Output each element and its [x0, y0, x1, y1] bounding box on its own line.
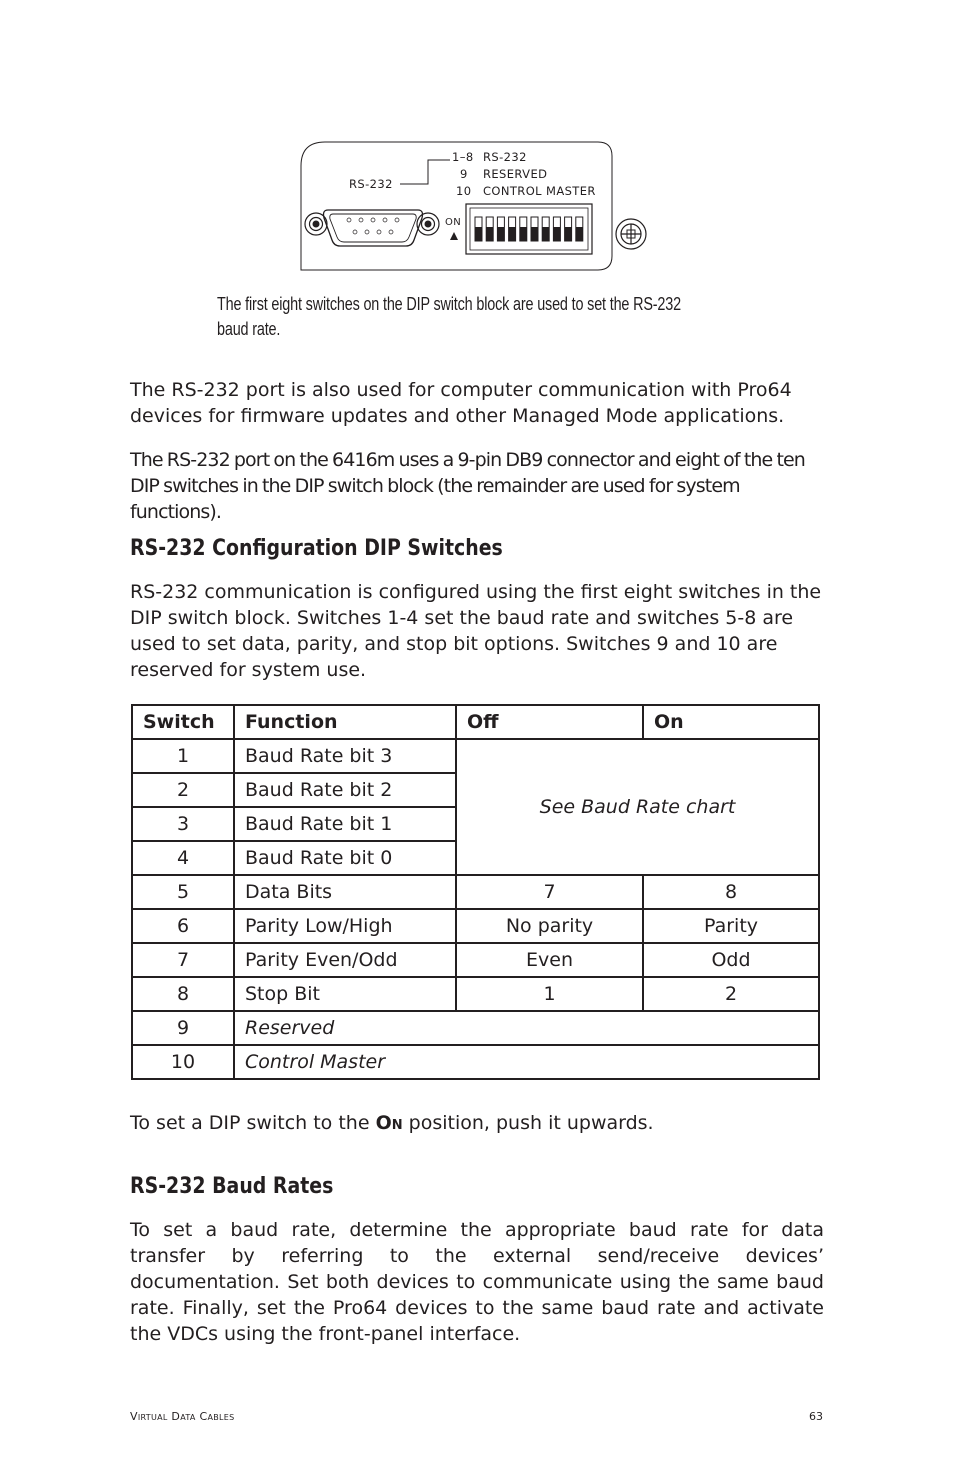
- function-cell: Parity Low/High: [234, 909, 456, 943]
- dip-switch-block-icon: [466, 204, 592, 254]
- switch-cell: 10: [132, 1045, 234, 1079]
- dip-switch-lever: [497, 227, 504, 241]
- table-row: [132, 1011, 819, 1045]
- off-cell: No parity: [456, 909, 643, 943]
- intro-paragraph-2: The RS-232 port on the 6416m uses a 9-pin DB9 connector and eight of the ten DIP switches in the DIP switch block (the remainder are used for system functions).: [130, 449, 805, 523]
- baud-note-cell: See Baud Rate chart: [456, 739, 819, 875]
- legend-label-2: RESERVED: [483, 167, 548, 181]
- dip-switch-lever: [509, 227, 516, 241]
- table-row: [132, 943, 819, 977]
- section-heading-dip: RS-232 Configuration DIP Switches: [130, 536, 503, 561]
- on-cell: 2: [643, 977, 819, 1011]
- dip-switch-table: [131, 704, 820, 1080]
- header-function: Function: [234, 705, 456, 739]
- dip-switch-lever: [520, 227, 527, 241]
- figure-caption: The first eight switches on the DIP switch block are used to set the RS-232 baud rate.: [217, 294, 681, 339]
- header-off: Off: [456, 705, 643, 739]
- switch-cell: 2: [132, 773, 234, 807]
- db9-connector-icon: [324, 210, 423, 246]
- rs232-panel-drawing: [298, 138, 658, 274]
- function-cell: Parity Even/Odd: [234, 943, 456, 977]
- section-baud-body: To set a baud rate, determine the appropriate baud rate for data transfer by referring to the external send/receive devices’ documentation. Set both devices to communicate using the same baud rate. Finally, set the Pro64 devices to the same baud rate and activate the VDCs using the front-panel interface.: [130, 1219, 824, 1345]
- function-cell: Baud Rate bit 1: [234, 807, 456, 841]
- legend-label-3: CONTROL MASTER: [483, 184, 596, 198]
- connector-label: RS-232: [349, 177, 393, 191]
- function-cell: Data Bits: [234, 875, 456, 909]
- table-row: [132, 977, 819, 1011]
- table-row: [132, 1045, 819, 1079]
- on-cell: Parity: [643, 909, 819, 943]
- on-cell: Odd: [643, 943, 819, 977]
- legend-num-1: 1–8: [452, 150, 474, 164]
- table-row: [132, 909, 819, 943]
- table-row: [132, 739, 819, 773]
- switch-cell: 7: [132, 943, 234, 977]
- footer-section-title: Virtual Data Cables: [130, 1410, 235, 1423]
- on-note-before: To set a DIP switch to the: [130, 1112, 376, 1134]
- on-keyword: On: [375, 1112, 403, 1134]
- off-cell: 7: [456, 875, 643, 909]
- on-cell: 8: [643, 875, 819, 909]
- function-cell: Baud Rate bit 2: [234, 773, 456, 807]
- table-header-row: [132, 705, 819, 739]
- table-row: [132, 875, 819, 909]
- switch-cell: 9: [132, 1011, 234, 1045]
- legend-label-1: RS-232: [483, 150, 527, 164]
- function-cell: Baud Rate bit 0: [234, 841, 456, 875]
- dip-switch-lever: [531, 227, 538, 241]
- dip-switch-lever: [565, 227, 572, 241]
- switch-cell: 8: [132, 977, 234, 1011]
- on-label: ON: [445, 217, 462, 228]
- on-note-after: position, push it upwards.: [402, 1112, 654, 1134]
- on-arrow-icon: [450, 232, 458, 240]
- function-cell: Stop Bit: [234, 977, 456, 1011]
- header-on: On: [643, 705, 819, 739]
- switch-cell: 4: [132, 841, 234, 875]
- function-cell: Baud Rate bit 3: [234, 739, 456, 773]
- rs232-panel-figure: [298, 138, 658, 274]
- switch-cell: 3: [132, 807, 234, 841]
- dip-switch-lever: [486, 227, 493, 241]
- header-switch: Switch: [132, 705, 234, 739]
- dip-switch-lever: [475, 227, 482, 241]
- off-cell: 1: [456, 977, 643, 1011]
- switch-cell: 1: [132, 739, 234, 773]
- page-number: 63: [809, 1410, 823, 1423]
- mounting-screw-icon: [616, 219, 646, 249]
- section-heading-baud: RS-232 Baud Rates: [130, 1174, 334, 1199]
- switch-cell: 6: [132, 909, 234, 943]
- off-cell: Even: [456, 943, 643, 977]
- dip-switch-lever: [542, 227, 549, 241]
- section-dip-body: RS-232 communication is configured using the first eight switches in the DIP switch block. Switches 1-4 set the baud rate and switches 5-8 are used to set data, parity, and stop bit options. Switches 9 and 10 are reserved for system use.: [130, 581, 822, 681]
- function-cell: Control Master: [234, 1045, 819, 1079]
- on-position-note: [130, 1110, 824, 1136]
- dip-switch-lever: [576, 227, 583, 241]
- switch-cell: 5: [132, 875, 234, 909]
- dip-switch-lever: [553, 227, 560, 241]
- function-cell: Reserved: [234, 1011, 819, 1045]
- intro-paragraph-1: The RS-232 port is also used for computer communication with Pro64 devices for firmware updates and other Managed Mode applications.: [130, 379, 792, 427]
- legend-num-2: 9: [460, 167, 468, 181]
- legend-num-3: 10: [456, 184, 472, 198]
